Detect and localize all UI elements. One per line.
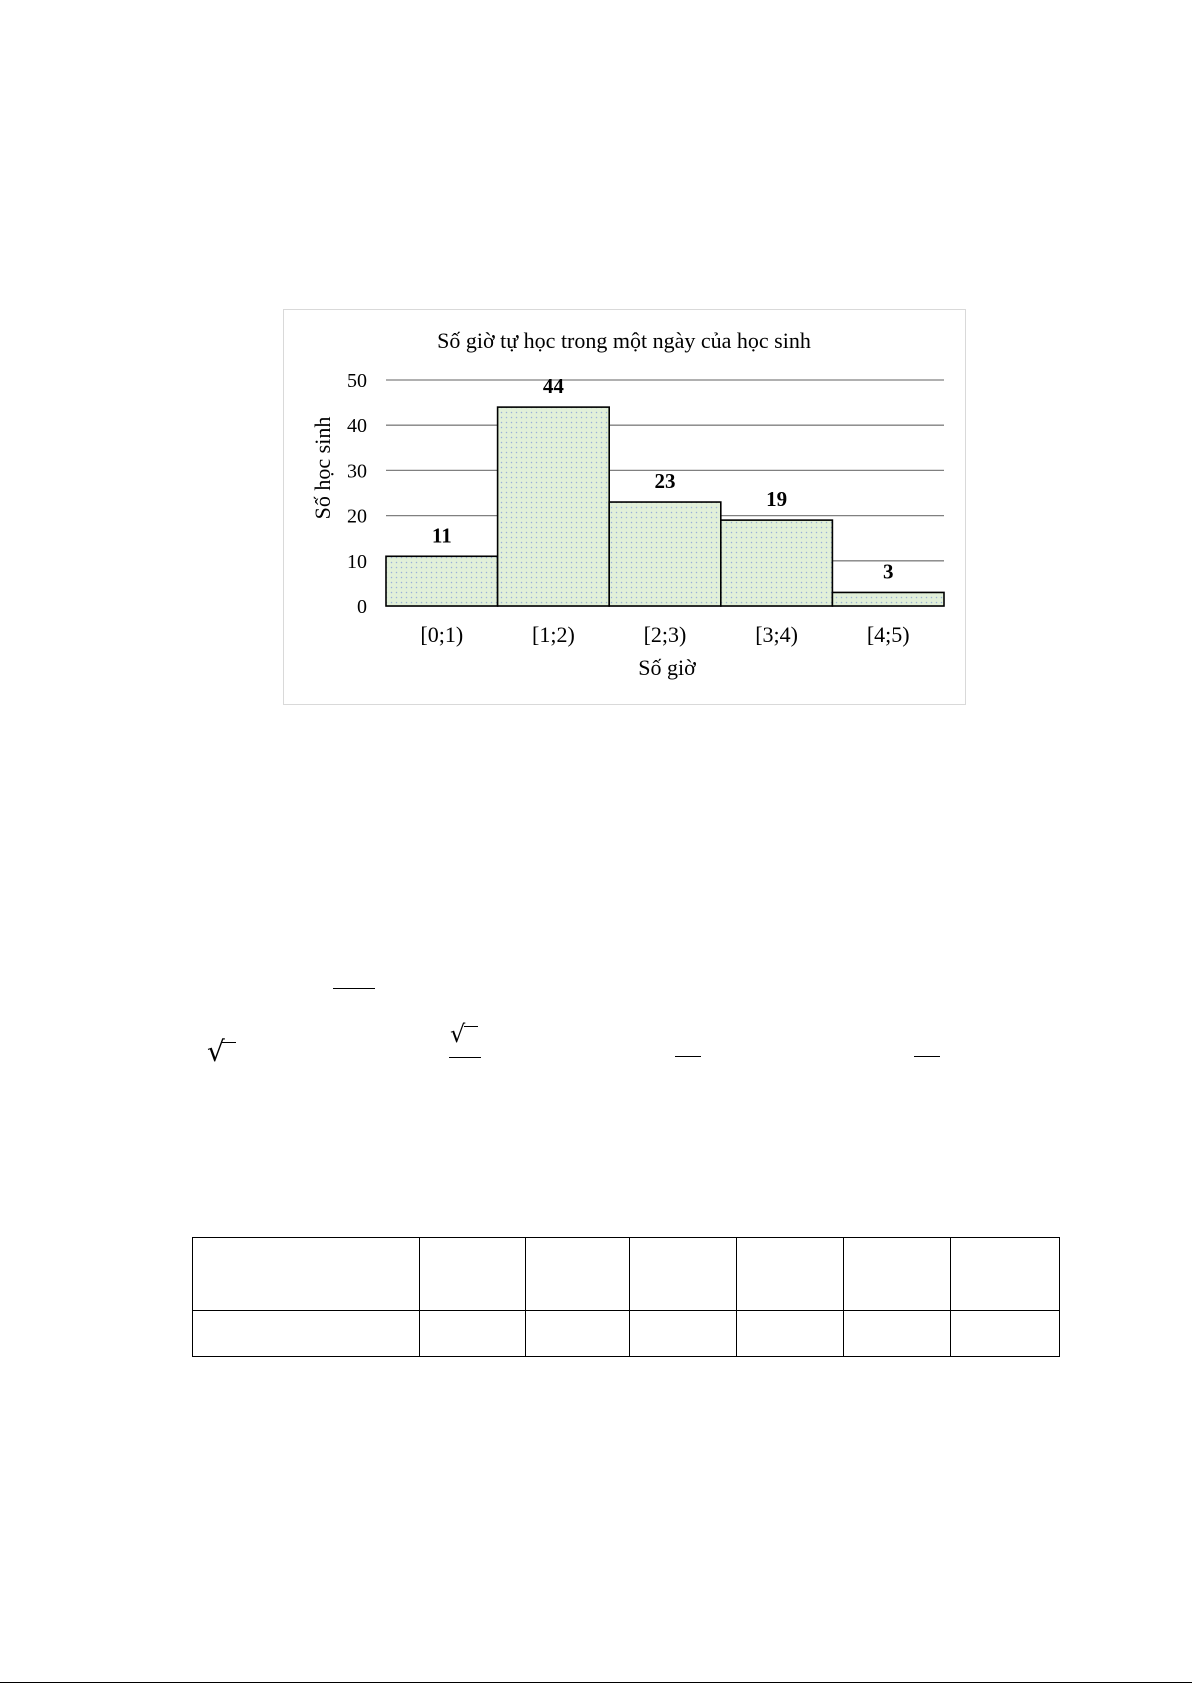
y-tick-label: 40 [347,415,367,438]
bar [498,407,610,606]
table-cell [737,1238,844,1311]
y-tick-label: 30 [347,460,367,483]
x-axis-ticks [420,622,909,647]
fraction-bar [449,1057,481,1058]
table-cell [526,1238,630,1311]
table-cell [630,1238,737,1311]
x-tick-label: [2;3) [643,622,687,647]
y-tick-label: 0 [357,596,367,618]
radical-overline [222,1042,236,1043]
y-tick-label: 10 [347,550,367,573]
frequency-table [192,1237,1060,1357]
chart-title: Số giờ tự học trong một ngày của học sinh [437,328,811,353]
y-tick-label: 20 [347,505,367,528]
table-cell [737,1311,844,1357]
square-root-icon: √ [207,1035,225,1068]
x-tick-label: [4;5) [866,622,910,647]
x-axis-title: Số giờ [638,655,696,680]
histogram-chart [284,310,965,704]
x-tick-label: [1;2) [532,622,575,647]
table-cell [420,1311,526,1357]
table-cell [420,1238,526,1311]
fraction-bar [675,1056,701,1057]
radical-overline [464,1026,478,1027]
data-label: 3 [882,559,894,584]
bar [609,502,721,606]
fraction-bar [333,988,375,989]
bars [386,407,944,606]
chart-container [283,309,966,705]
page-bottom-rule [0,1682,1192,1683]
x-tick-label: [0;1) [420,622,464,647]
x-tick-label: [3;4) [755,622,798,647]
fraction-bar [914,1056,940,1057]
table-cell [630,1311,737,1357]
bar [386,556,498,606]
data-label: 11 [431,523,452,548]
bar [721,520,833,606]
square-root-icon: √ [450,1020,466,1048]
data-label: 44 [542,374,564,399]
y-axis-title: Số học sinh [310,416,335,520]
y-tick-label: 50 [347,370,367,392]
bar [832,592,944,606]
table-cell [844,1311,951,1357]
table-cell [193,1311,420,1357]
table-row [193,1311,1060,1357]
table-cell [951,1238,1060,1311]
table-cell [193,1238,420,1311]
table-cell [951,1311,1060,1357]
table-row [193,1238,1060,1311]
data-label: 23 [654,469,676,494]
data-label: 19 [766,487,788,512]
table-cell [844,1238,951,1311]
table-cell [526,1311,630,1357]
y-axis-ticks [347,370,367,618]
